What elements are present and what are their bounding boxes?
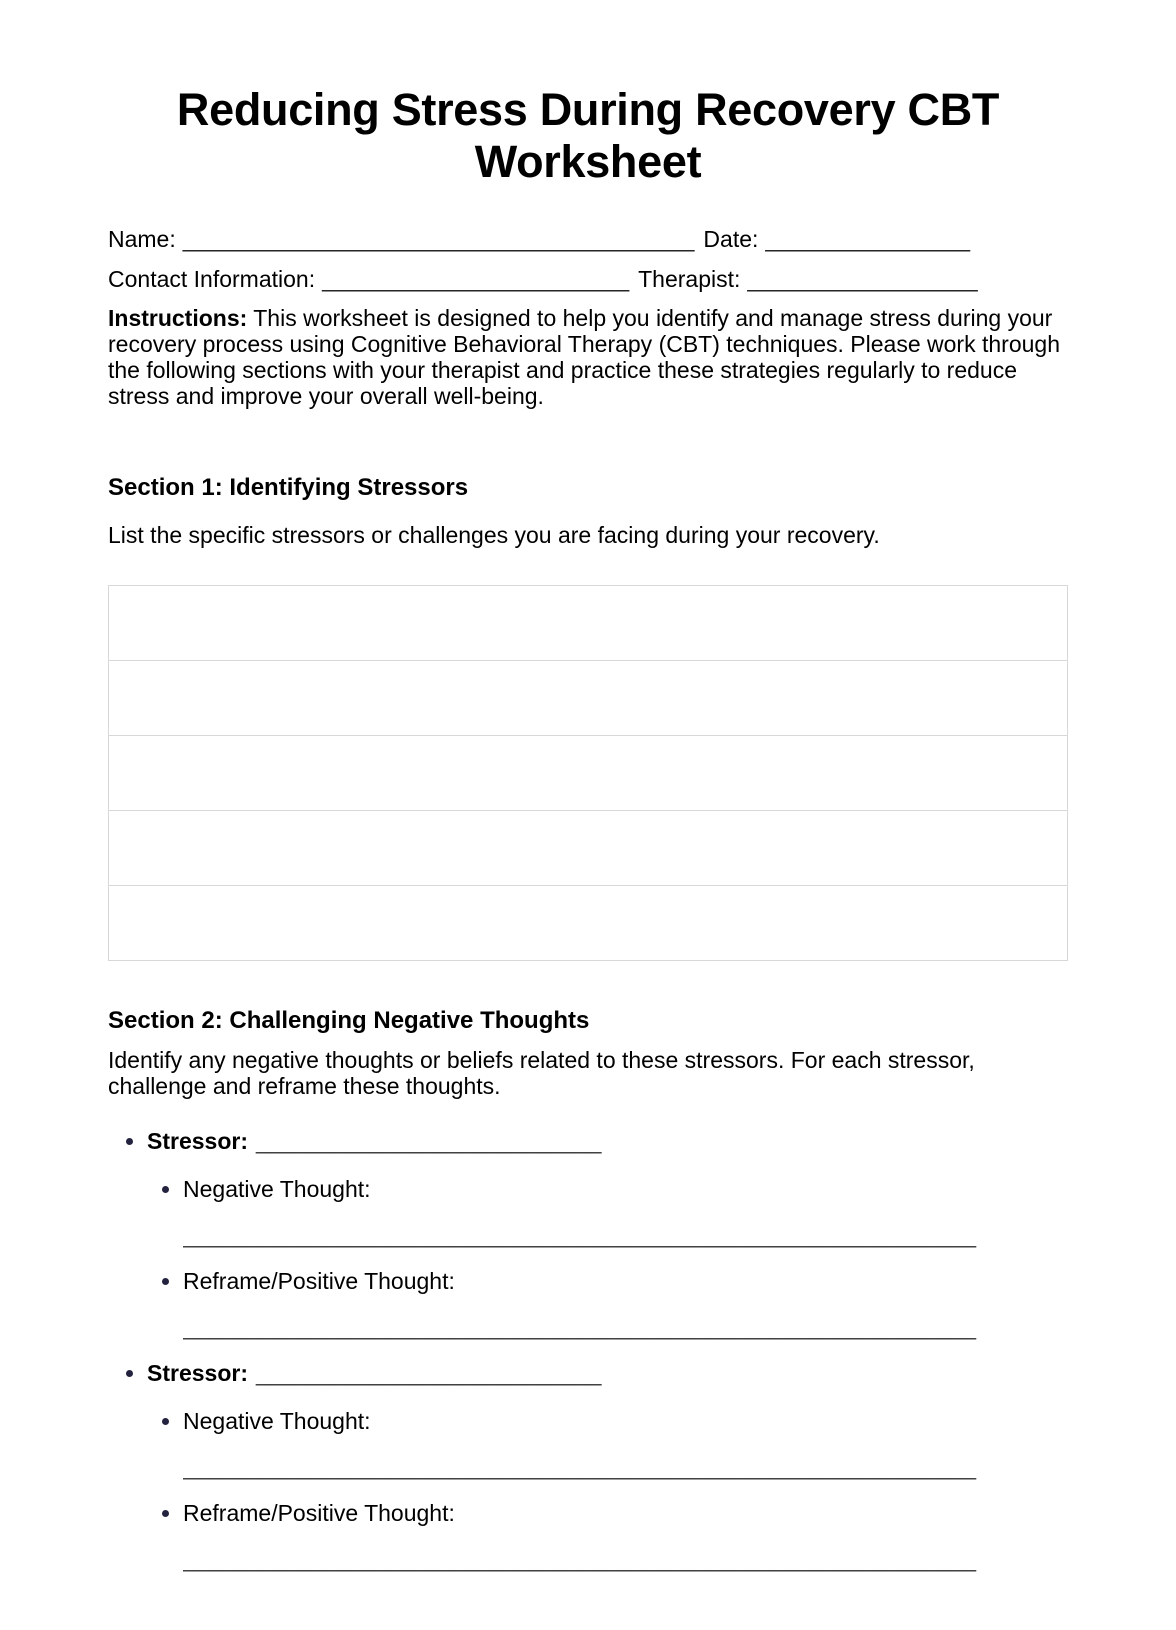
stressor-label: Stressor:	[147, 1360, 248, 1386]
table-row	[109, 886, 1067, 960]
stressor-table	[108, 585, 1068, 961]
therapist-blank: __________________	[747, 266, 978, 292]
table-row	[109, 586, 1067, 661]
reframe-thought-label: • Reframe/Positive Thought:	[183, 1500, 455, 1526]
name-blank: ________________________________________	[182, 226, 695, 252]
section2-heading: Section 2: Challenging Negative Thoughts	[108, 1007, 590, 1034]
therapist-label: Therapist:	[638, 266, 741, 292]
negative-thought-blank-line: ______________________________________________________________	[183, 1222, 977, 1248]
contact-therapist-row	[108, 266, 1068, 293]
section1-description: List the specific stressors or challenges you are facing during your recovery.	[108, 522, 880, 548]
stressor-row	[147, 1359, 1068, 1387]
instructions-label: Instructions:	[108, 305, 248, 331]
stressor-list	[108, 1127, 1068, 1573]
stressor-item	[147, 1127, 1068, 1341]
section2-description: Identify any negative thoughts or beliefs related to these stressors. For each stressor, challenge and reframe these thoughts.	[108, 1047, 975, 1099]
reframe-thought-label: • Reframe/Positive Thought:	[183, 1268, 455, 1294]
thought-sublist	[147, 1407, 1068, 1573]
stressor-row	[147, 1127, 1068, 1155]
stressor-blank: ___________________________	[255, 1360, 602, 1386]
table-row	[109, 736, 1067, 811]
thought-sublist	[147, 1175, 1068, 1341]
stressor-label: Stressor:	[147, 1128, 248, 1154]
table-row	[109, 661, 1067, 736]
reframe-thought-item	[183, 1499, 1068, 1573]
table-row	[109, 811, 1067, 886]
name-label: Name:	[108, 226, 176, 252]
negative-thought-label: • Negative Thought:	[183, 1408, 371, 1434]
reframe-thought-item	[183, 1267, 1068, 1341]
negative-thought-blank-line: ______________________________________________________________	[183, 1454, 977, 1480]
date-label: Date:	[703, 226, 759, 252]
name-date-row	[108, 226, 1068, 253]
page-title: Reducing Stress During Recovery CBT Worksheet	[176, 84, 1000, 187]
section1-heading: Section 1: Identifying Stressors	[108, 474, 469, 501]
reframe-thought-blank-line: ______________________________________________________________	[183, 1546, 977, 1572]
stressor-blank: ___________________________	[255, 1128, 602, 1154]
stressor-item	[147, 1359, 1068, 1573]
instructions-paragraph	[108, 305, 1068, 409]
negative-thought-item	[183, 1175, 1068, 1249]
contact-label: Contact Information:	[108, 266, 316, 292]
instructions-text: This worksheet is designed to help you identify and manage stress during your recovery process using Cognitive Behavioral Therapy (CBT) techniques. Please work through the following sections with your therapist and practice these strategies regularly to reduce stress and improve your overall well-being.	[108, 305, 1060, 409]
negative-thought-label: • Negative Thought:	[183, 1176, 371, 1202]
negative-thought-item	[183, 1407, 1068, 1481]
contact-blank: ________________________	[322, 266, 630, 292]
reframe-thought-blank-line: ______________________________________________________________	[183, 1314, 977, 1340]
date-blank: ________________	[765, 226, 971, 252]
